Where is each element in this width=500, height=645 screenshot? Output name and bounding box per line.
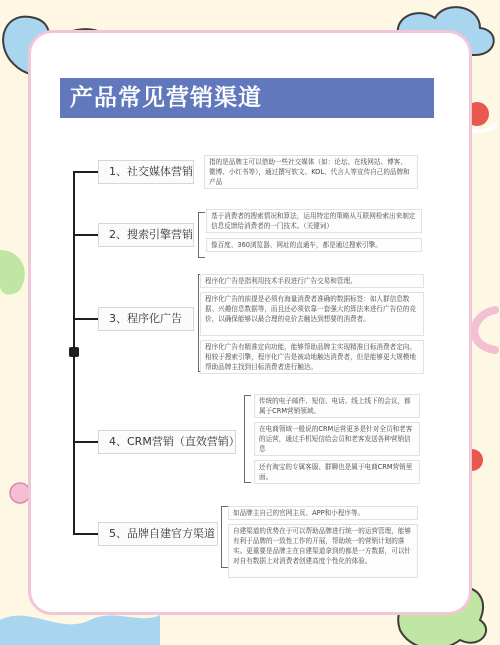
channel-label-4: 4、CRM营销（直效营销） [98,430,236,454]
channel-2-detail-1: 基于消费者的搜索情况和算法，运用特定的策略从互联网检索出来制定信息反馈给消费者的一门技术。（关键词） [206,209,422,233]
page-title: 产品常见营销渠道 [70,85,262,111]
channel-5-detail-2: 自建渠道的优势在于可以帮助品牌进行统一的运营管理，能够有利于品牌的一致性工作的开展，帮助统一的营销计划的落实。更重要是品牌主在自建渠道拿到的都是一方数据，可以针对自有数据上对消费者创建高度个性化的体验。 [228,524,418,578]
channel-label-2: 2、搜索引擎营销 [98,223,194,247]
channel-3-detail-3: 程序化广告有精准定向功能，能够帮助品牌主实现精准目标消费者定向。相较于搜索引擎，程序化广告是被动地触达消费者，但是能够更大规模地帮助品牌主找到目标消费者进行触达。 [200,340,424,374]
bracket-5 [221,506,228,568]
channel-label-1: 1、社交媒体营销 [98,160,194,184]
channel-3-detail-2: 程序化广告的前提是必须有海量消费者准确的数据标签：如人群信息数据、兴趣信息数据等，而且还必须依靠一套强大的算法来进行广告位的竞价，以确保能够以最合理的竞价去触达到想要的消费者。 [200,292,424,336]
branch-line-1 [73,171,98,173]
channel-4-detail-3: 还有淘宝的专属客服、群聊也是属于电商CRM营销里面。 [254,460,420,484]
channel-3-detail-1: 程序化广告是指利用技术手段进行广告交易和管理。 [200,274,424,288]
branch-line-2 [73,234,98,236]
channel-label-5: 5、品牌自建官方渠道 [98,522,218,546]
channel-5-detail-1: 如品牌主自己的官网主页、APP和小程序等。 [228,506,418,520]
branch-line-4 [73,441,98,443]
channel-1-detail-1: 指的是品牌主可以借助一些社交媒体（如：论坛、在线网站、博客、微博、小红书等），通过撰写软文、KOL、代言人等宣传自己的品牌和产品 [204,155,418,189]
channel-2-detail-2: 像百度、360浏览器、网址的直通车，都是通过搜索引擎。 [206,238,422,252]
tree-knob [69,347,79,357]
channel-4-detail-1: 传统的电子邮件、短信、电话、线上线下的会议，都属于CRM营销领域。 [254,394,420,418]
branch-line-3 [73,318,98,320]
channel-label-3: 3、程序化广告 [98,307,194,331]
branch-line-5 [73,533,98,535]
channel-4-detail-2: 在电商领域一般说的CRM运营更多是针对全员和老客的运营，通过手机短信给会员和老客发送各种营销信息 [254,422,420,456]
bracket-4 [244,395,251,483]
bracket-2 [198,212,205,258]
